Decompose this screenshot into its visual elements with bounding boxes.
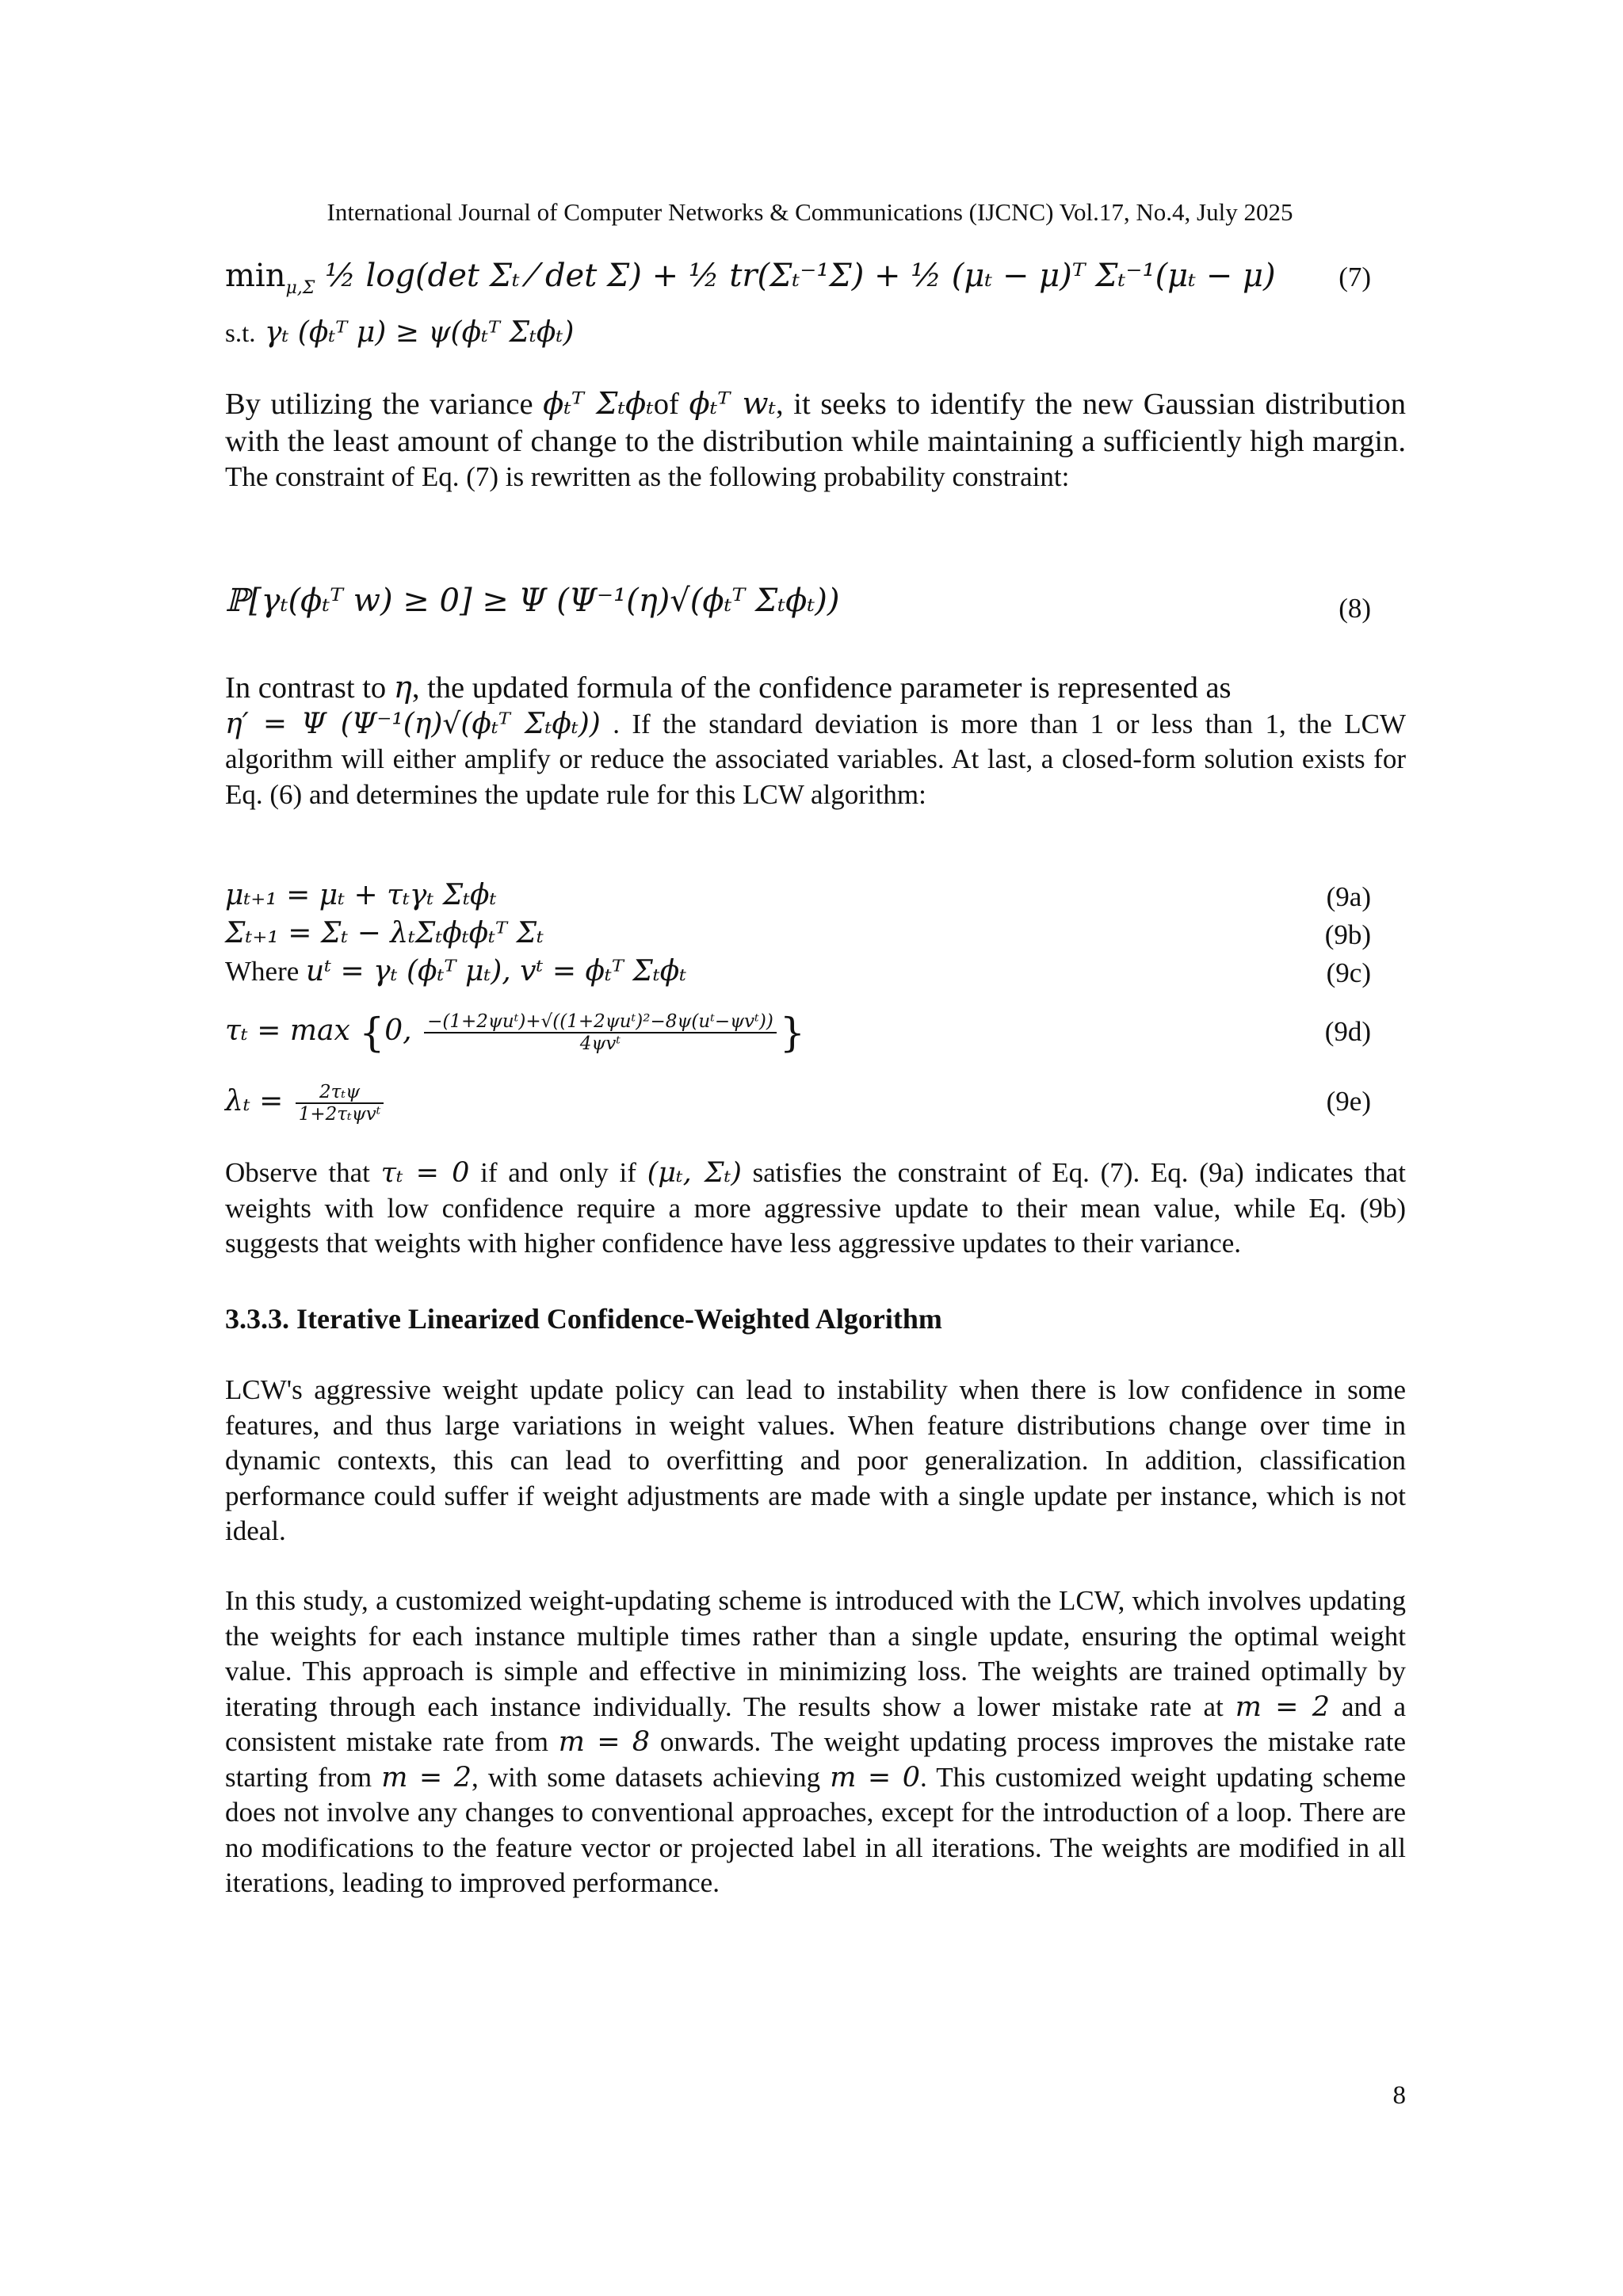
eq9a-body: μₜ₊₁ = μₜ + τₜγₜ Σₜϕₜ bbox=[225, 879, 497, 911]
eq8-body: ℙ[γₜ(ϕₜᵀ w) ≥ 0] ≥ Ψ (Ψ⁻¹(η)√(ϕₜᵀ Σₜϕₜ)) bbox=[225, 583, 840, 619]
eq9d-lhs: τₜ = max bbox=[225, 1014, 350, 1047]
equation-number-9e: (9e) bbox=[1326, 1086, 1371, 1117]
eq9d-denominator: 4ψvᵗ bbox=[579, 1033, 621, 1054]
math-m-8: m = 8 bbox=[558, 1726, 651, 1758]
paragraph-lcw-policy: LCW's aggressive weight update policy can lead to instability when there is low confidence in some features, and thus large variations in weight values. When feature distributions change over time in dynamic contexts, this can lead to overfitting and poor generalization. In addition, classification performance could suffer if weight adjustments are made with a single update per instance, which is not ideal. bbox=[225, 1374, 1406, 1546]
math-eta: η bbox=[393, 670, 412, 705]
equation-number-9a: (9a) bbox=[1326, 881, 1371, 912]
equation-7 bbox=[225, 255, 1406, 303]
eq9c-body: uᵗ = γₜ (ϕₜᵀ μₜ), vᵗ = ϕₜᵀ Σₜϕₜ bbox=[306, 955, 687, 988]
math-tau-zero: τₜ = 0 bbox=[380, 1157, 470, 1189]
math-mu-sigma: (μₜ, Σₜ) bbox=[647, 1157, 742, 1189]
equation-number-8: (8) bbox=[1338, 593, 1371, 624]
equation-number-9c: (9c) bbox=[1326, 957, 1371, 988]
eq9e-lhs: λₜ = bbox=[225, 1085, 284, 1117]
math-variance: ϕₜᵀ Σₜϕₜ bbox=[543, 386, 654, 422]
math-margin: ϕₜᵀ wₜ bbox=[689, 386, 777, 422]
paragraph-observe: Observe that τₜ = 0 if and only if (μₜ, Σₜ) satisfies the constraint of Eq. (7). Eq. (9a) indicates that weights with low confidence require a more aggressive update to their mean value, while Eq. (9b) suggests that weights with higher confidence have less aggressive updates to their variance. bbox=[225, 1157, 1406, 1259]
paragraph-confidence: In contrast to η, the updated formula of the confidence parameter is represented as η′ = Ψ (Ψ⁻¹(η)√(ϕₜᵀ Σₜϕₜ)) . If the standard deviation is more than 1 or less than 1, the LCW algorithm will either amplify or reduce the associated variables. At last, a closed-form solution exists for Eq. (6) and determines the update rule for this LCW algorithm: bbox=[225, 670, 1406, 810]
eq9b-body: Σₜ₊₁ = Σₜ − λₜΣₜϕₜϕₜᵀ Σₜ bbox=[225, 917, 544, 949]
paragraph-variance: By utilizing the variance ϕₜᵀ Σₜϕₜof ϕₜᵀ wₜ, it seeks to identify the new Gaussian distribution with the least amount of change to the distribution while maintaining a sufficiently high margin. The constraint of Eq. (7) is rewritten as the following probability constraint: bbox=[225, 386, 1406, 492]
eq7-constraint: γₜ (ϕₜᵀ μ) ≥ ψ(ϕₜᵀ Σₜϕₜ) bbox=[264, 316, 575, 349]
section-heading: 3.3.3. Iterative Linearized Confidence-Weighted Algorithm bbox=[225, 1303, 942, 1335]
math-m-2-second: m = 2 bbox=[381, 1761, 472, 1794]
where-label: Where bbox=[225, 956, 307, 987]
math-m-2: m = 2 bbox=[1235, 1690, 1331, 1723]
equation-9c bbox=[225, 951, 1406, 999]
math-m-0: m = 0 bbox=[830, 1761, 921, 1794]
equation-number-9d: (9d) bbox=[1324, 1016, 1371, 1047]
equation-8 bbox=[225, 580, 1406, 628]
subject-to-label: s.t. bbox=[225, 319, 256, 348]
running-header: International Journal of Computer Networks & Communications (IJCNC) Vol.17, No.4, July 2025 bbox=[327, 198, 1293, 226]
eq7-min-subscript: μ,Σ bbox=[285, 278, 315, 298]
equation-9d: τₜ = max {0, $\frac{\text{−(1+2ψuᵗ)+√((1+2ψuᵗ)²−8ψ(uᵗ−ψvᵗ))}}{\text{4ψvᵗ}}$ } (9d) bbox=[225, 1009, 1371, 1056]
eq9d-lead: 0, bbox=[384, 1014, 412, 1047]
eq9e-denominator: 1+2τₜψvᵗ bbox=[298, 1104, 381, 1125]
math-eta-prime: η′ = Ψ (Ψ⁻¹(η)√(ϕₜᵀ Σₜϕₜ)) bbox=[225, 707, 601, 740]
equation-number-7: (7) bbox=[1338, 262, 1371, 292]
equation-7-constraint bbox=[225, 312, 1406, 360]
paragraph-this-study: In this study, a customized weight-updating scheme is introduced with the LCW, which involves updating the weights for each instance multiple times rather than a single update, ensuring the optimal weight value. This approach is simple and effective in minimizing loss. The weights are trained optimally by iterating through each instance individually. The results show a lower mistake rate at m = 2 and a consistent mistake rate from m = 8 onwards. The weight updating process improves the mistake rate starting from m = 2, with some datasets achieving m = 0. This customized weight updating scheme does not involve any changes to conventional approaches, except for the introduction of a loop. There are no modifications to the feature vector or projected label in all iterations. The weights are modified in all iterations, leading to improved performance. bbox=[225, 1585, 1406, 1898]
eq7-objective: ½ log(det Σₜ ⁄ det Σ) + ½ tr(Σₜ⁻¹Σ) + ½ (μₜ − μ)ᵀ Σₜ⁻¹(μₜ − μ) bbox=[325, 258, 1276, 294]
equation-number-9b: (9b) bbox=[1324, 919, 1371, 950]
eq9e-numerator: 2τₜψ bbox=[296, 1082, 384, 1104]
page-number: 8 bbox=[1392, 2081, 1406, 2110]
eq7-min: min bbox=[225, 258, 286, 294]
equation-9e bbox=[225, 1070, 1406, 1133]
eq9d-numerator: −(1+2ψuᵗ)+√((1+2ψuᵗ)²−8ψ(uᵗ−ψvᵗ)) bbox=[424, 1011, 777, 1033]
